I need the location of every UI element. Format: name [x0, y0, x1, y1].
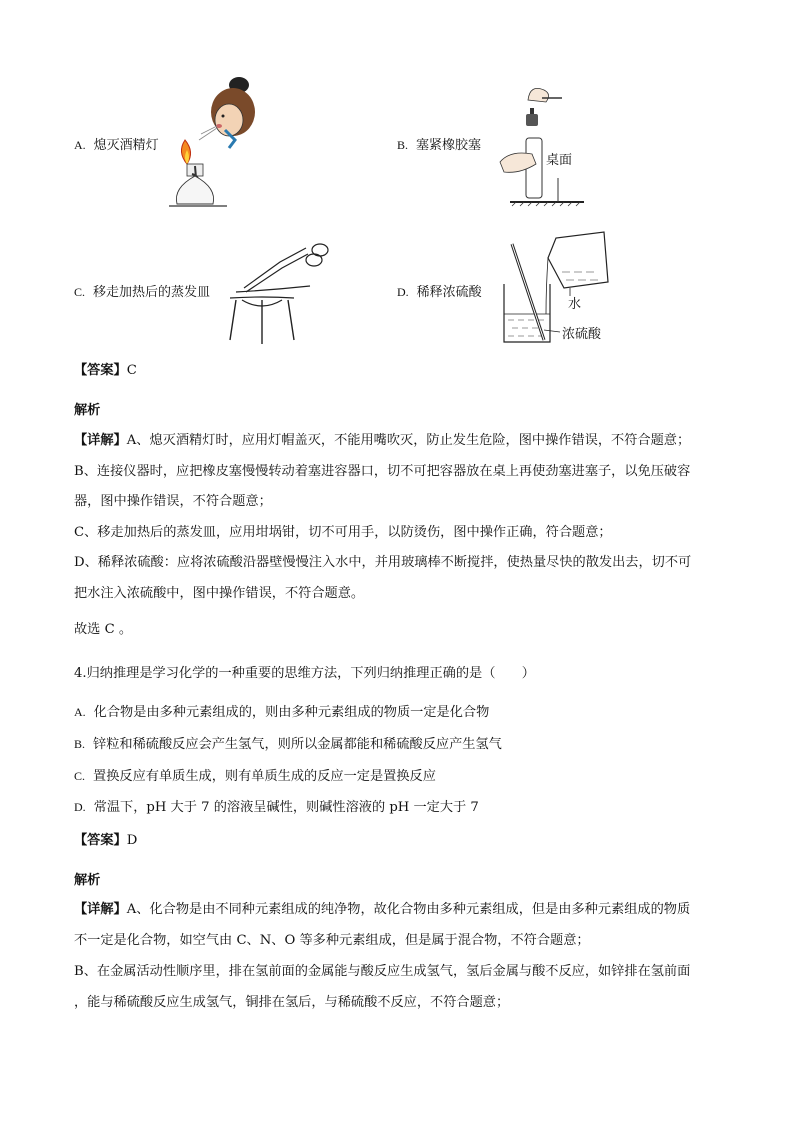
label-acid: 浓硫酸 — [562, 327, 602, 342]
option-label: C. — [74, 769, 86, 783]
option-text: 锌粒和稀硫酸反应会产生氢气，则所以金属都能和稀硫酸反应产生氢气 — [93, 737, 502, 752]
option-label: C. — [74, 285, 86, 299]
option-b — [397, 137, 481, 154]
detail-text: A、熄灭酒精灯时，应用灯帽盖灭，不能用嘴吹灭，防止发生危险，图中操作错误，不符合题意； — [126, 433, 691, 448]
figure-tongs — [222, 238, 337, 346]
option-text: 化合物是由多种元素组成的，则由多种元素组成的物质一定是化合物 — [93, 705, 490, 720]
option-a — [74, 137, 159, 154]
detail-line: 不一定是化合物，如空气由 C、N、O 等多种元素组成，但是属于混合物，不符合题意； — [74, 933, 590, 948]
option-a — [74, 703, 489, 722]
option-text: 稀释浓硫酸 — [416, 285, 482, 300]
figure-dilution — [500, 228, 620, 346]
figure-blowing-lamp — [165, 70, 275, 210]
detail-line: 把水注入浓硫酸中，图中操作错误，不符合题意。 — [74, 586, 365, 601]
answer-value: C — [126, 363, 137, 378]
option-b — [74, 735, 502, 754]
question-stem: 4.归纳推理是学习化学的一种重要的思维方法，下列归纳推理正确的是（ ） — [74, 666, 535, 681]
option-text: 移走加热后的蒸发皿 — [93, 285, 211, 300]
detail-line — [74, 432, 690, 450]
label-water: 水 — [568, 297, 582, 312]
detail-line: ，能与稀硫酸反应生成氢气，铜排在氢后，与稀硫酸不反应，不符合题意； — [74, 995, 510, 1010]
option-d — [74, 798, 479, 817]
analysis-tag: 解析 — [74, 403, 101, 418]
option-d — [397, 284, 482, 301]
option-c — [74, 767, 436, 786]
detail-text: A、化合物是由不同种元素组成的纯净物，故化合物由多种元素组成，但是由多种元素组成的物质 — [126, 902, 691, 917]
option-label: A. — [74, 138, 86, 152]
figure-stopper — [500, 72, 590, 210]
detail-line: B、连接仪器时，应把橡皮塞慢慢转动着塞进容器口，切不可把容器放在桌上再使劲塞进塞子，以免压破容 — [74, 464, 691, 479]
label-desk: 桌面 — [546, 153, 573, 168]
analysis-tag: 解析 — [74, 873, 101, 888]
answer-q4 — [74, 832, 137, 850]
detail-line: B、在金属活动性顺序里，排在氢前面的金属能与酸反应生成氢气，氢后金属与酸不反应，如锌排在氢前面 — [74, 964, 691, 979]
option-label: A. — [74, 705, 86, 719]
option-text: 置换反应有单质生成，则有单质生成的反应一定是置换反应 — [93, 769, 436, 784]
option-text: 塞紧橡胶塞 — [416, 138, 482, 153]
answer-tag: 【答案】 — [74, 363, 127, 378]
option-c — [74, 284, 210, 301]
option-label: D. — [397, 285, 409, 299]
answer-q3 — [74, 362, 137, 380]
detail-line: D、稀释浓硫酸：应将浓硫酸沿器壁慢慢注入水中，并用玻璃棒不断搅拌，使热量尽快的散发出去，切不可 — [74, 555, 692, 570]
detail-line: 器，图中操作错误，不符合题意； — [74, 494, 272, 509]
choice-conclusion: 故选 C 。 — [74, 622, 133, 637]
detail-line: C、移走加热后的蒸发皿，应用坩埚钳，切不可用手，以防烫伤，图中操作正确，符合题意； — [74, 525, 612, 540]
option-label: D. — [74, 800, 86, 814]
option-text: 常温下，pH 大于 7 的溶液呈碱性，则碱性溶液的 pH 一定大于 7 — [93, 800, 479, 815]
option-label: B. — [397, 138, 409, 152]
answer-tag: 【答案】 — [74, 833, 127, 848]
detail-tag: 【详解】 — [74, 902, 127, 917]
option-text: 熄灭酒精灯 — [93, 138, 159, 153]
analysis-q4 — [74, 872, 100, 890]
analysis-q3 — [74, 402, 100, 420]
option-label: B. — [74, 737, 86, 751]
detail-tag: 【详解】 — [74, 433, 127, 448]
detail-line — [74, 901, 690, 919]
answer-value: D — [126, 833, 138, 848]
